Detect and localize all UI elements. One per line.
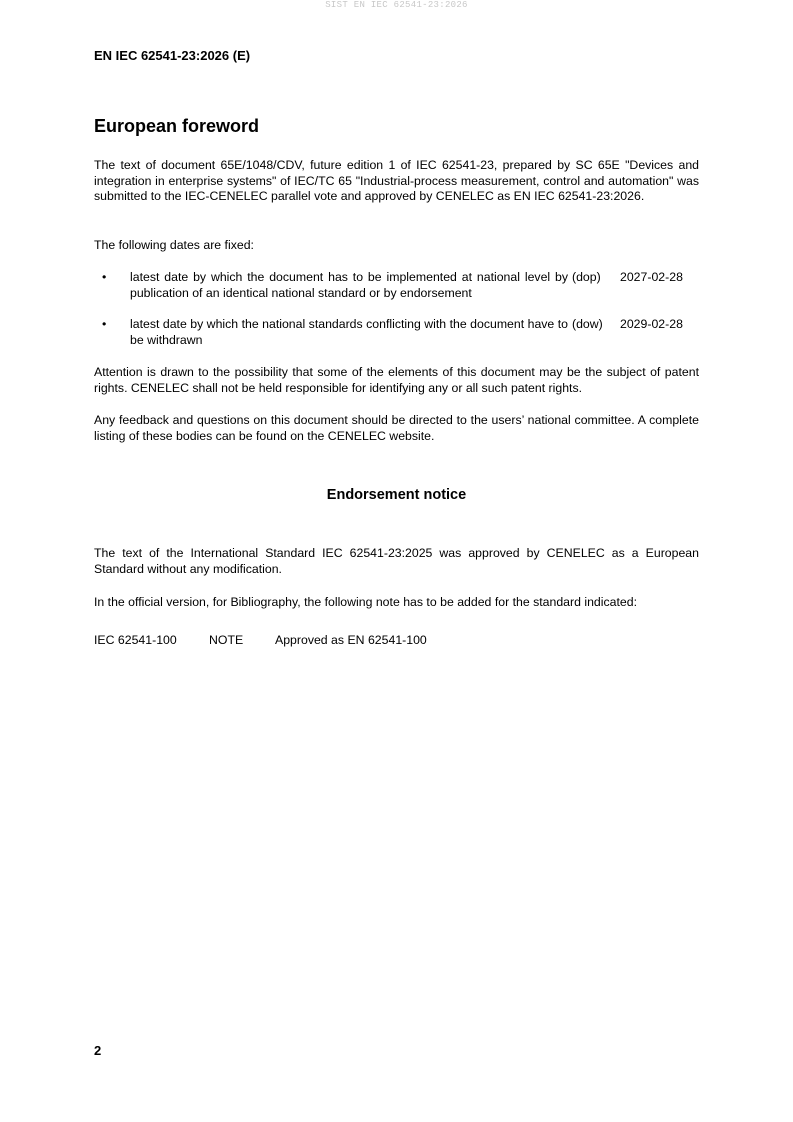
document-identifier: EN IEC 62541-23:2026 (E) <box>94 48 251 63</box>
bibliography-intro-paragraph: In the official version, for Bibliography, the following note has to be added for the standard indicated: <box>94 595 638 609</box>
date-description: latest date by which the document has to be implemented at national level by publication of an identical national standard or by endorsement <box>130 270 568 300</box>
date-code: (dop) <box>572 270 601 284</box>
date-value: 2029-02-28 <box>620 317 683 331</box>
date-value: 2027-02-28 <box>620 270 683 284</box>
bullet-marker: • <box>102 317 107 331</box>
patent-notice-paragraph: Attention is drawn to the possibility that some of the elements of this document may be the subject of patent rights. CENELEC shall not be held responsible for identifying any or all such patent rights. <box>94 365 699 395</box>
endorsement-approval-paragraph: The text of the International Standard IEC 62541-23:2025 was approved by CENELEC as a European Standard without any modification. <box>94 546 699 576</box>
date-row-dow <box>94 317 699 351</box>
date-code: (dow) <box>572 317 603 331</box>
dates-intro-paragraph: The following dates are fixed: <box>94 238 254 252</box>
bullet-marker: • <box>102 270 107 284</box>
note-text: Approved as EN 62541-100 <box>275 633 427 647</box>
foreword-title: European foreword <box>94 116 260 136</box>
note-standard: IEC 62541-100 <box>94 633 177 647</box>
watermark: SIST EN IEC 62541-23:2026 <box>325 0 468 10</box>
page-number: 2 <box>94 1043 102 1058</box>
date-description: latest date by which the national standards conflicting with the document have to be withdrawn <box>130 317 568 347</box>
note-label: NOTE <box>209 633 244 647</box>
endorsement-title: Endorsement notice <box>326 487 467 503</box>
date-row-dop <box>94 270 699 304</box>
feedback-paragraph: Any feedback and questions on this document should be directed to the users’ national committee. A complete listing of these bodies can be found on the CENELEC website. <box>94 413 699 443</box>
foreword-intro-paragraph: The text of document 65E/1048/CDV, future edition 1 of IEC 62541-23, prepared by SC 65E "Devices and integration in enterprise systems" of IEC/TC 65 "Industrial-process measurement, control and automation" was submitted to the IEC-CENELEC parallel vote and approved by CENELEC as EN IEC 62541-23:2026. <box>94 158 699 204</box>
